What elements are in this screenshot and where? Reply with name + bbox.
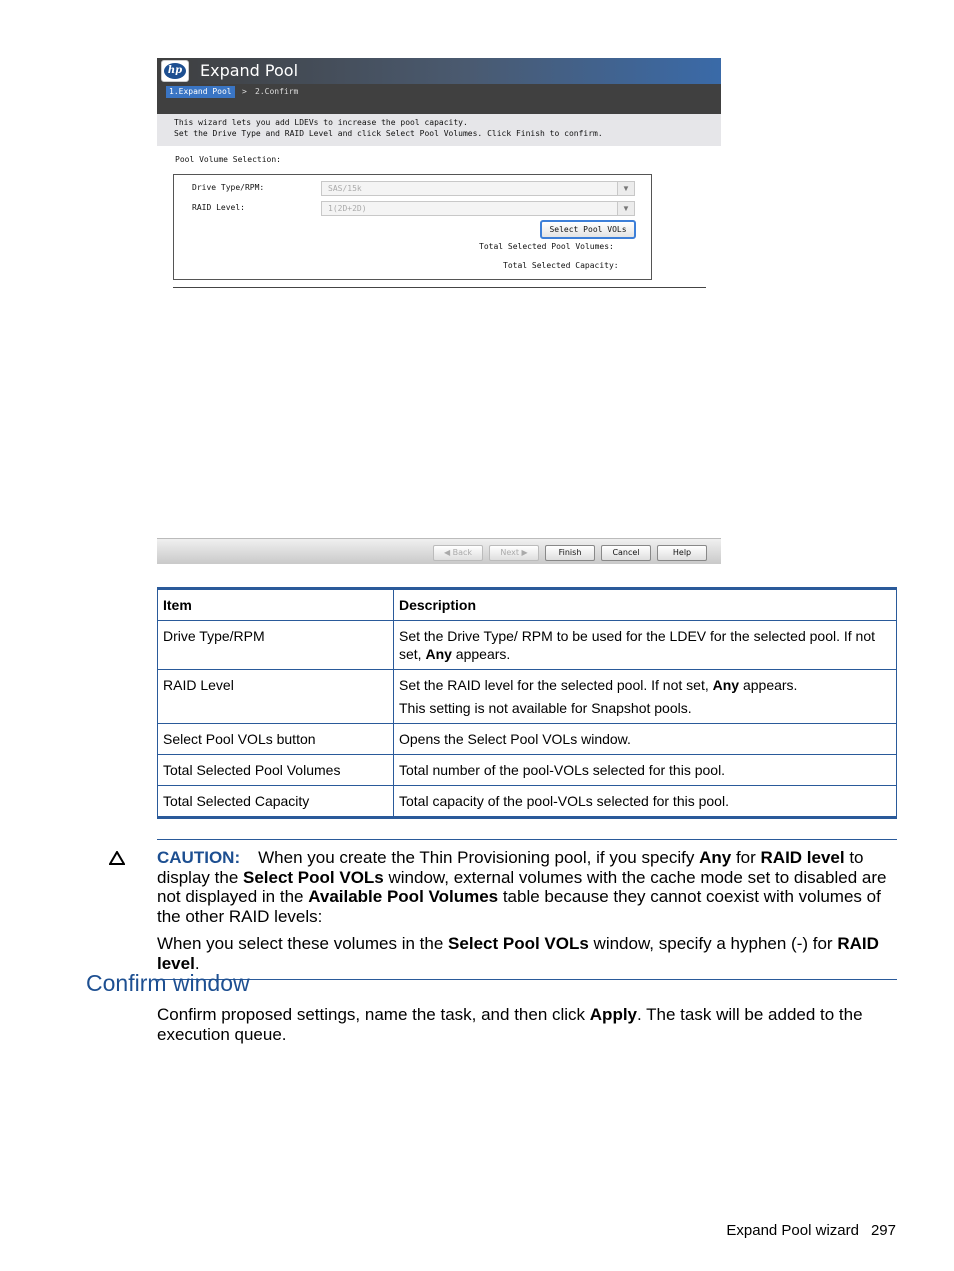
total-selected-pool-volumes-label: Total Selected Pool Volumes: [479, 242, 614, 251]
page-footer [726, 1222, 896, 1239]
row-description: Total number of the pool-VOLs selected for this pool. [394, 755, 897, 786]
divider [173, 287, 706, 288]
intro-line-1: This wizard lets you add LDEVs to increase the pool capacity. [174, 118, 468, 127]
table-row [158, 724, 897, 755]
drive-type-label: Drive Type/RPM: [192, 183, 265, 192]
caution-bold: Select Pool VOLs [243, 867, 384, 887]
pool-volume-selection-label: Pool Volume Selection: [175, 155, 281, 164]
step-separator: > [242, 87, 247, 96]
window-titlebar [157, 58, 721, 84]
expand-pool-window [157, 58, 721, 564]
caution-text: table because they cannot coexist with volumes of the other RAID levels: [157, 887, 881, 926]
pool-volume-selection-box [173, 174, 652, 280]
row-description [394, 621, 897, 670]
window-title: Expand Pool [200, 61, 299, 80]
cancel-button[interactable]: Cancel [601, 545, 651, 561]
desc-text: Set the RAID level for the selected pool. If not set, [399, 677, 713, 693]
header-item: Item [158, 589, 394, 621]
caution-label: CAUTION: [157, 848, 241, 867]
row-description [394, 670, 897, 724]
next-label: Next [500, 548, 519, 557]
row-item: Select Pool VOLs button [158, 724, 394, 755]
row-item: RAID Level [158, 670, 394, 724]
caution-icon [109, 851, 125, 865]
table-row [158, 670, 897, 724]
drive-type-select[interactable] [321, 181, 635, 196]
wizard-button-bar [157, 538, 721, 564]
back-label: Back [452, 548, 473, 557]
caution-bold: RAID level [760, 848, 845, 867]
next-button[interactable]: Next ▶ [489, 545, 539, 561]
caution-bold: Available Pool Volumes [308, 887, 499, 906]
back-button[interactable]: ◀ Back [433, 545, 483, 561]
caution-text: window, external volumes with the cache mode set to disabled are not displayed in the [157, 867, 887, 906]
table-row [158, 755, 897, 786]
raid-level-value: 1(2D+2D) [328, 204, 367, 213]
caution-bold: RAID level [157, 934, 879, 973]
desc-text: appears. [451, 646, 511, 662]
desc-bold: Any [712, 677, 740, 693]
step-confirm[interactable]: 2.Confirm [255, 87, 299, 96]
desc-note: This setting is not available for Snapshot pools. [399, 700, 692, 716]
raid-level-label: RAID Level: [192, 203, 245, 212]
caution-text: for [731, 848, 761, 867]
chevron-down-icon: ▼ [617, 202, 634, 215]
section-bold: Apply [589, 1005, 638, 1024]
help-button[interactable]: Help [657, 545, 707, 561]
intro-line-2: Set the Drive Type and RAID Level and click Select Pool Volumes. Click Finish to confirm. [174, 129, 603, 138]
select-pool-vols-button[interactable]: Select Pool VOLs [540, 220, 636, 239]
page-number: 297 [870, 1222, 896, 1239]
caution-paragraph-2 [157, 934, 897, 973]
row-item: Drive Type/RPM [158, 621, 394, 670]
row-description: Opens the Select Pool VOLs window. [394, 724, 897, 755]
hp-logo-icon [161, 60, 189, 82]
table-header-row [158, 589, 897, 621]
desc-text: appears. [739, 677, 798, 693]
table-row [158, 621, 897, 670]
header-description: Description [394, 589, 897, 621]
caution-text: When you create the Thin Provisioning pool, if you specify [258, 848, 700, 867]
caution-bold: Select Pool VOLs [448, 934, 589, 953]
section-text: . The task will be added to the execution queue. [157, 1005, 863, 1044]
finish-button[interactable]: Finish [545, 545, 595, 561]
caution-bold: Any [699, 848, 732, 867]
caution-note [157, 839, 897, 980]
drive-type-value: SAS/15k [328, 184, 362, 193]
caution-paragraph-1 [157, 848, 897, 926]
row-item: Total Selected Pool Volumes [158, 755, 394, 786]
chevron-down-icon: ▼ [617, 182, 634, 195]
wizard-steps [157, 84, 721, 114]
step-expand-pool[interactable]: 1.Expand Pool [166, 86, 235, 98]
section-title: Confirm window [86, 970, 250, 996]
row-item: Total Selected Capacity [158, 786, 394, 818]
caution-text: to display the [157, 848, 864, 887]
wizard-intro [157, 114, 721, 146]
row-description: Total capacity of the pool-VOLs selected for this pool. [394, 786, 897, 818]
desc-bold: Any [425, 646, 452, 662]
table-row [158, 786, 897, 818]
caution-text: window, specify a hyphen (-) for [588, 934, 838, 953]
section-text: Confirm proposed settings, name the task, and then click [157, 1005, 590, 1024]
item-description-table [157, 587, 897, 819]
total-selected-capacity-label: Total Selected Capacity: [503, 261, 619, 270]
desc-text: Set the Drive Type/ RPM to be used for the LDEV for the selected pool. If not set, [399, 628, 875, 662]
caution-text: When you select these volumes in the [157, 934, 449, 953]
caution-text: . [194, 953, 200, 973]
section-body [157, 1005, 897, 1044]
footer-label: Expand Pool wizard [726, 1222, 859, 1239]
hp-logo-text: hp [164, 63, 186, 79]
raid-level-select[interactable] [321, 201, 635, 216]
